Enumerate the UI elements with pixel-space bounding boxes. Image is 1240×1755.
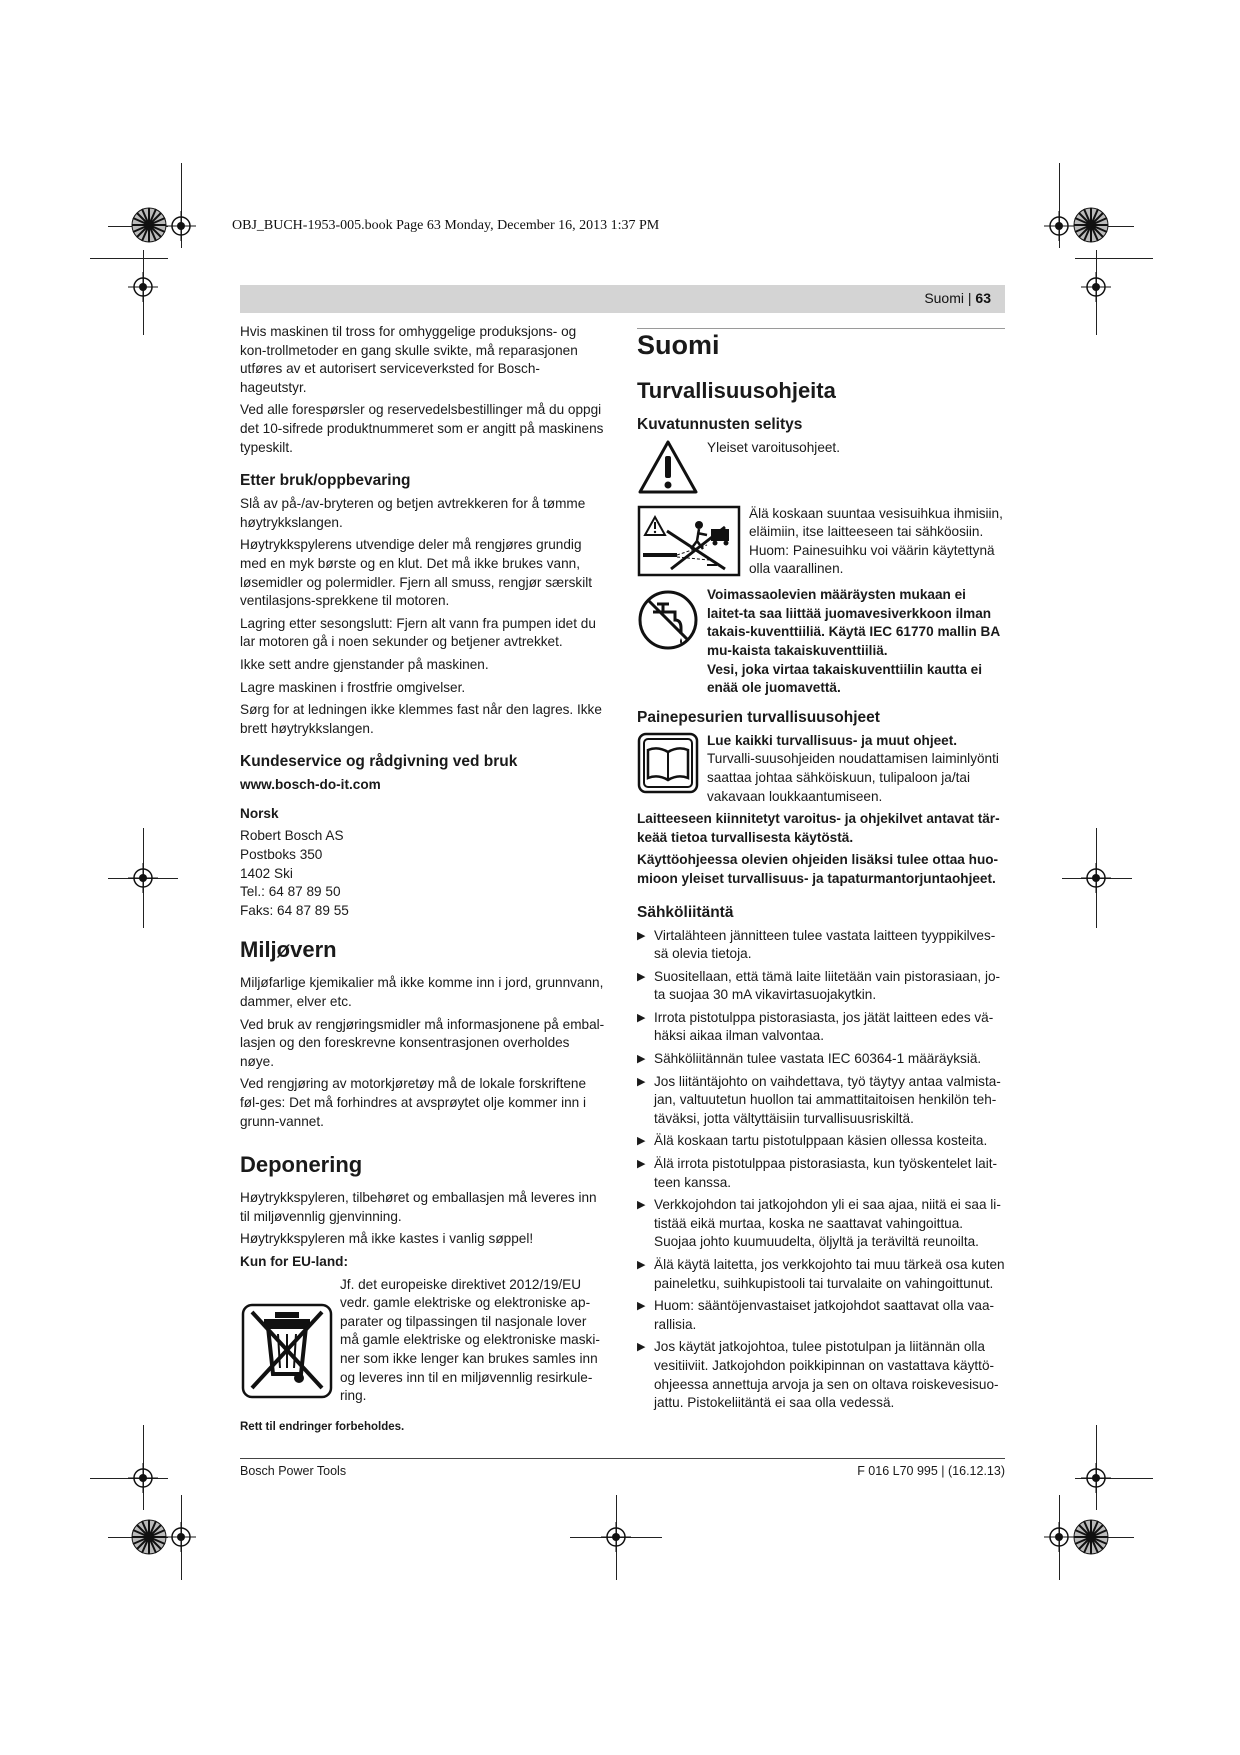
list-item-text: Älä käytä laitetta, jos verkkojohto tai muu tärkeä osa kuten paineletku, suihkupistooli tai turvalaite on vahingoittunut.: [654, 1257, 1005, 1291]
country-label: Norsk: [240, 805, 279, 821]
no-drinking-water-connection-icon: [637, 586, 699, 652]
registration-mark-icon: [1081, 1463, 1111, 1493]
list-item: [637, 968, 1005, 1005]
section-heading-sahkoliitanta: Sähköliitäntä: [637, 903, 734, 921]
paragraph: Ved bruk av rengjøringsmidler må informasjonene på embal-lasjen og den foreskrevne konsentrasjonen overholdes nøye.: [240, 1016, 605, 1069]
symbol-row-manual: [637, 732, 1005, 806]
symbol-text: Älä koskaan suuntaa vesisuihkua ihmisiin, eläimiin, itse laitteeseen tai sähköosiin. Huom: Painesuihku voi väärin käytettynä olla vaarallinen.: [749, 505, 1003, 577]
footer-rule: [240, 1458, 1005, 1459]
backflow-icon-box: [637, 586, 707, 658]
registration-mark-icon: [1081, 272, 1111, 302]
address-line: Tel.: 64 87 89 50: [240, 884, 341, 900]
bullet-list: [637, 927, 1005, 1413]
section-heading-etter-bruk: Etter bruk/oppbevaring: [240, 472, 411, 490]
website-link[interactable]: www.bosch-do-it.com: [240, 777, 381, 793]
paragraph: Ikke sett andre gjenstander på maskinen.: [240, 656, 489, 672]
list-item: [637, 1009, 1005, 1046]
list-item: [637, 1073, 1005, 1129]
warning-icon-box: [637, 439, 707, 501]
list-item-text: Irrota pistotulppa pistorasiasta, jos jätät laitteen edes vä-häksi aikaa ilman valvontaa.: [654, 1009, 994, 1044]
footer-brand: Bosch Power Tools: [240, 1464, 347, 1478]
list-item-text: Verkkojohdon tai jatkojohdon yli ei saa ajaa, niitä ei saa li-tistää eikä murtaa, koska ne saattavat vahingoittua. Suojaa johto kuumuudelta, öljyltä ja teräviltä reunoilta.: [654, 1197, 1001, 1250]
bullet-triangle-icon: ▶: [637, 1011, 646, 1024]
symbol-row-jet: [637, 505, 1005, 583]
list-item: [637, 1196, 1005, 1252]
star-target-icon: [131, 207, 167, 243]
registration-mark-icon: [1044, 1522, 1074, 1552]
jet-icon-box: [637, 505, 749, 583]
paragraph-bold: Laitteeseen kiinnitetyt varoitus- ja ohjekilvet antavat tär-keää tietoa turvallisesta käytöstä.: [637, 811, 1000, 845]
symbol-text: Yleiset varoitusohjeet.: [707, 440, 840, 455]
list-item: [637, 927, 1005, 964]
paragraph: Sørg for at ledningen ikke klemmes fast når den lagres. Ikke brett høytrykkslangen.: [240, 702, 602, 736]
address-line: Faks: 64 87 89 55: [240, 902, 349, 918]
section-heading-turvallisuusohjeita: Turvallisuusohjeita: [637, 378, 836, 403]
paragraph: Hvis maskinen til tross for omhyggelige produksjons- og kon-trollmetoder en gang skulle svikte, må reparasjonen utføres av et autorisert serviceverksted for Bosch-hageutstyr.: [240, 324, 578, 395]
read-all-instructions: Lue kaikki turvallisuus- ja muut ohjeet.: [707, 732, 958, 748]
address-line: Postboks 350: [240, 847, 323, 863]
read-all-consequence: Turvalli-suusohjeiden noudattamisen laiminlyönti saattaa johtaa sähköiskuun, tulipaloon ja/tai vakavaan loukkaantumiseen.: [707, 751, 999, 804]
no-spray-at-people-icon: [637, 505, 741, 577]
footer-doc-id: F 016 L70 995 | (16.12.13): [857, 1464, 1005, 1478]
header-separator: |: [967, 290, 972, 306]
read-manual-icon: [637, 732, 699, 794]
address-line: Robert Bosch AS: [240, 828, 344, 844]
section-heading-kuvatunnusten: Kuvatunnusten selitys: [637, 416, 803, 433]
star-target-icon: [131, 1519, 167, 1555]
section-heading-deponering: Deponering: [240, 1152, 363, 1178]
registration-mark-icon: [1081, 863, 1111, 893]
list-item-text: Virtalähteen jännitteen tulee vastata laitteen tyyppikilves-sä olevia tietoja.: [654, 927, 996, 962]
address-line: 1402 Ski: [240, 865, 293, 881]
paragraph: Høytrykkspyleren må ikke kastes i vanlig søppel!: [240, 1231, 534, 1247]
warning-triangle-icon: [637, 439, 699, 495]
list-item: [637, 1256, 1005, 1293]
weee-icon-box: [240, 1276, 340, 1406]
list-item-text: Jos käytät jatkojohtoa, tulee pistotulpan ja liitännän olla vesitiiviit. Jatkojohdon poikkipinnan on vastattava käyttö-ohjeessa annettuja arvoja ja sen on oltava roiskevesisuo-jattu. Pistokeliitäntä ei saa olla vedessä.: [654, 1339, 999, 1411]
registration-mark-icon: [166, 211, 196, 241]
registration-mark-icon: [601, 1522, 631, 1552]
left-column: [240, 323, 606, 1440]
registration-mark-icon: [128, 272, 158, 302]
paragraph: Ved alle forespørsler og reservedelsbestillinger må du oppgi det 10-sifrede produktnummeret som er angitt på maskinens typeskilt.: [240, 402, 604, 455]
list-item-text: Huom: sääntöjenvastaiset jatkojohdot saattavat olla vaa-rallisia.: [654, 1298, 995, 1332]
list-item: [637, 1338, 1005, 1412]
list-item-text: Suositellaan, että tämä laite liitetään vain pistorasiaan, jo-ta suojaa 30 mA vikavirtasuojakytkin.: [654, 968, 1001, 1003]
bullet-triangle-icon: ▶: [637, 1135, 646, 1148]
right-column: [637, 323, 1005, 1417]
bullet-triangle-icon: ▶: [637, 1075, 646, 1088]
bullet-triangle-icon: ▶: [637, 970, 646, 983]
list-item-text: Älä irrota pistotulppaa pistorasiasta, kun työskentelet lait-teen kanssa.: [654, 1156, 998, 1190]
paragraph: Lagring etter sesongslutt: Fjern alt vann fra pumpen idet du lar motoren gå i noen sekunder og betjener avtrekket.: [240, 615, 596, 650]
list-item-text: Sähköliitännän tulee vastata IEC 60364-1 määräyksiä.: [654, 1051, 982, 1067]
registration-mark-icon: [1044, 211, 1074, 241]
backflow-rule: Voimassaolevien määräysten mukaan ei laitet-ta saa liittää juomavesiverkkoon ilman takais-kuventtiiliä. Käytä IEC 61770 mallin BA mu-kaista takaiskuventtiiliä.: [707, 587, 1000, 658]
list-item-text: Älä koskaan tartu pistotulppaan käsien ollessa kosteita.: [654, 1133, 988, 1149]
bullet-triangle-icon: ▶: [637, 1053, 646, 1066]
backflow-note: Vesi, joka virtaa takaiskuventtiilin kautta ei enää ole juomavettä.: [707, 661, 983, 696]
weee-text: Jf. det europeiske direktivet 2012/19/EU vedr. gamle elektriske og elektroniske ap-parater og tilpassingen til nasjonale lover må gamle elektriske og elektroniske maski-ner som ikke lenger kan brukes samles inn og leveres inn til en miljøvennlig resirkule-ring.: [340, 1276, 600, 1404]
eu-label: Kun for EU-land:: [240, 1253, 348, 1269]
list-item: [637, 1050, 1005, 1069]
header-language: Suomi: [924, 290, 964, 306]
bullet-triangle-icon: ▶: [637, 1341, 646, 1354]
paragraph: Miljøfarlige kjemikalier må ikke komme inn i jord, grunnvann, dammer, elver etc.: [240, 975, 604, 1010]
header-page-label: [924, 290, 991, 306]
registration-mark-icon: [128, 863, 158, 893]
page-number: 63: [975, 290, 991, 306]
bullet-triangle-icon: ▶: [637, 1158, 646, 1171]
weee-row: [240, 1276, 606, 1406]
bullet-triangle-icon: ▶: [637, 1199, 646, 1212]
symbol-text: [707, 732, 1005, 806]
bullet-triangle-icon: ▶: [637, 1300, 646, 1313]
list-item-text: Jos liitäntäjohto on vaihdettava, työ täytyy antaa valmista-jan, valtuutetun huollon tai ammattitaitoisen henkilön teh-täväksi, jotta vältyttäisiin turvallisuusriskiltä.: [654, 1073, 1001, 1126]
bullet-triangle-icon: ▶: [637, 1259, 646, 1271]
paragraph: Ved rengjøring av motorkjøretøy må de lokale forskriftene føl-ges: Det må forhindres at avsprøytet olje kommer inn i grunn-vannet.: [240, 1076, 587, 1129]
registration-mark-icon: [128, 1463, 158, 1493]
section-heading-suomi: Suomi: [637, 330, 720, 360]
print-slug: OBJ_BUCH-1953-005.book Page 63 Monday, December 16, 2013 1:37 PM: [232, 218, 660, 233]
paragraph-bold: Käyttöohjeessa olevien ohjeiden lisäksi tulee ottaa huo-mioon yleiset turvallisuus- ja tapaturmantorjuntaohjeet.: [637, 852, 999, 886]
paragraph: Slå av på-/av-bryteren og betjen avtrekkeren for å tømme høytrykkslangen.: [240, 496, 586, 530]
list-item: [637, 1155, 1005, 1192]
paragraph: Lagre maskinen i frostfrie omgivelser.: [240, 679, 466, 695]
crossed-out-bin-icon: [240, 1302, 334, 1400]
star-target-icon: [1073, 1519, 1109, 1555]
section-heading-miljovern: Miljøvern: [240, 937, 337, 963]
bullet-triangle-icon: ▶: [637, 929, 646, 942]
rights-reserved-note: Rett til endringer forbeholdes.: [240, 1420, 405, 1433]
address-block: [240, 827, 606, 920]
registration-mark-icon: [166, 1522, 196, 1552]
star-target-icon: [1073, 207, 1109, 243]
symbol-row-warning: [637, 439, 1005, 501]
list-item: [637, 1132, 1005, 1151]
section-heading-kundeservice: Kundeservice og rådgivning ved bruk: [240, 753, 518, 771]
paragraph: Høytrykkspyleren, tilbehøret og emballasjen må leveres inn til miljøvennlig gjenvinning.: [240, 1190, 597, 1224]
section-heading-painepesurien: Painepesurien turvallisuusohjeet: [637, 708, 880, 726]
symbol-row-backflow: [637, 586, 1005, 698]
symbol-text-bold: [707, 586, 1005, 698]
list-item: [637, 1297, 1005, 1334]
manual-icon-box: [637, 732, 707, 800]
paragraph: Høytrykkspylerens utvendige deler må rengjøres grundig med en myk børste og en klut. Det må ikke brukes vann, løsemidler og polermidler. Fjern all smuss, rengjør særskilt ventilasjons-sprekkene til motoren.: [240, 537, 593, 609]
page-header: [240, 285, 1005, 313]
